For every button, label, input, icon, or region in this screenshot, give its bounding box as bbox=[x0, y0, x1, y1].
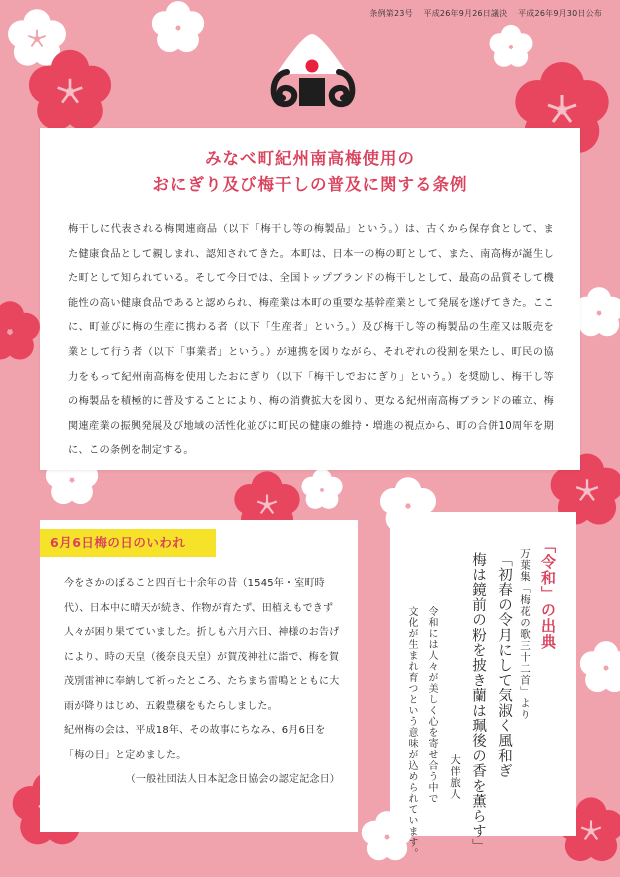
plum-blossom-icon bbox=[0, 300, 42, 364]
ordinance-passed-date: 平成26年9月26日議決 bbox=[423, 9, 508, 18]
reiwa-heading: 「令和」の出典 bbox=[539, 538, 557, 650]
ordinance-promulgated-date: 平成26年9月30日公布 bbox=[518, 9, 602, 18]
reiwa-author: 大伴旅人 bbox=[449, 754, 461, 800]
plum-blossom-icon bbox=[578, 640, 620, 696]
plum-blossom-icon bbox=[150, 0, 206, 56]
reiwa-explanation-line-2: 文化が生まれ育つという意味が込められています。 bbox=[406, 606, 417, 859]
plum-day-paragraph-2: 紀州梅の会は、平成18年、その故事にちなみ、6月6日を「梅の日」と定めました。 bbox=[64, 725, 326, 761]
ordinance-title bbox=[40, 146, 580, 198]
title-line-1: みなべ町紀州南高梅使用の bbox=[205, 149, 415, 168]
ordinance-number: 条例第23号 bbox=[369, 9, 413, 18]
reiwa-poem-line-1: 「初春の令月にして気淑く風和ぎ bbox=[496, 552, 512, 779]
reiwa-poem-line-2: 梅は鏡前の粉を披き蘭は珮後の香を薫らす」 bbox=[470, 552, 486, 854]
reiwa-source: 万葉集「梅花の歌三十二首」より bbox=[519, 548, 531, 721]
plum-blossom-icon bbox=[300, 468, 344, 512]
ordinance-card bbox=[40, 128, 580, 470]
reiwa-explanation-line-1: 令和には人々が美しく心を寄せ合う中で bbox=[426, 606, 437, 804]
ordinance-meta bbox=[361, 8, 602, 19]
ordinance-preamble: 梅干しに代表される梅関連商品（以下「梅干し等の梅製品」という。）は、古くから保存食として、また健康食品として親しまれ、認知されてきた。本町は、日本一の梅の町として、また、南高梅が誕生した町として知られている。そして今日では、全国トップブランドの梅干しとして、最高の品質そして機能性の高い健康食品であると認められ、梅産業は本町の重要な基幹産業として発展を遂げてきた。ここに、町並びに梅の生産に携わる者（以下「生産者」という。）及び梅干し等の梅製品の生産又は販売を業として行う者（以下「事業者」という。）が連携を図りながら、それぞれの役割を果たし、町民の協力をもって紀州南高梅を使用したおにぎり（以下「梅干しでおにぎり」という。）を奨励し、梅干し等の梅製品を積極的に普及することにより、梅の消費拡大を図り、更なる紀州南高梅ブランドの確立、梅関連産業の振興発展及び地域の活性化並びに町民の健康の維持・増進の視点から、町の合併10周年を期に、この条例を制定する。 bbox=[68, 224, 554, 457]
plum-day-note: （一般社団法人日本記念日協会の認定記念日） bbox=[125, 774, 340, 785]
plum-day-paragraph-1: 今をさかのぼること四百七十余年の昔（1545年・室町時代）、日本中に晴天が続き、作物が育たず、田植えもできず人々が困り果てていました。折しも六月六日、神様のお告げにより、時の天皇（後奈良天皇）が賀茂神社に詣で、梅を賀茂別雷神に奉納して祈ったところ、たちまち雷鳴とともに大雨が降りはじめ、五穀豊穣をもたらしました。 bbox=[64, 578, 340, 712]
plum-blossom-icon bbox=[26, 48, 114, 136]
title-line-2: おにぎり及び梅干しの普及に関する条例 bbox=[152, 175, 468, 194]
plum-day-body bbox=[64, 572, 344, 793]
plum-day-heading: 6月6日梅の日のいわれ bbox=[40, 529, 216, 557]
onigiri-umeboshi-logo-icon bbox=[265, 30, 360, 112]
